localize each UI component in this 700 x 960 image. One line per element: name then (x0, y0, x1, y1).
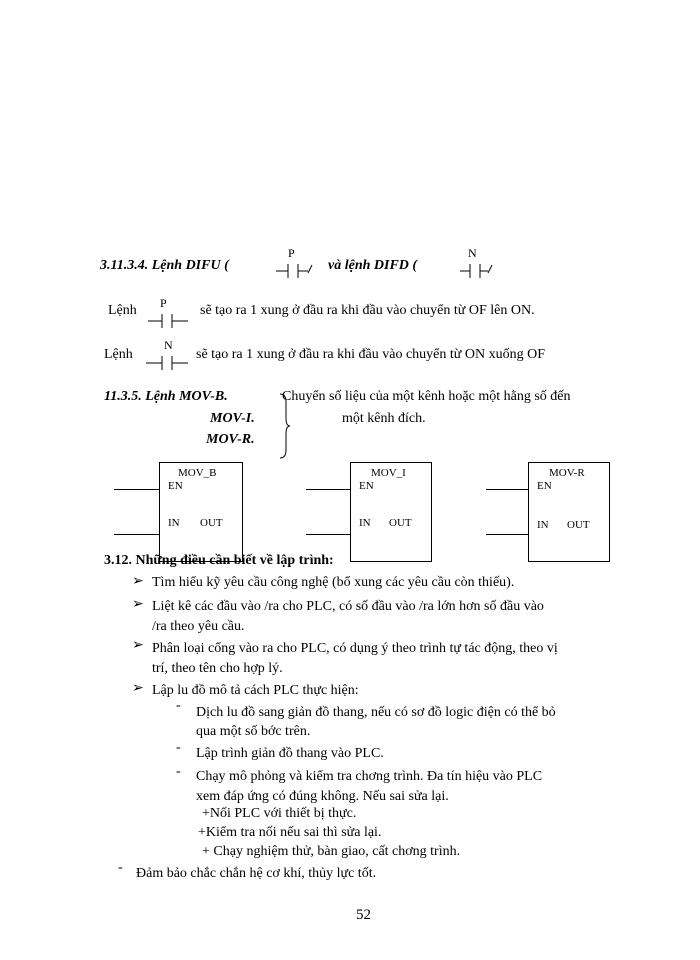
bullet-4: Lập lu đồ mô tả cách PLC thực hiện: (152, 683, 359, 698)
arrow-bullet-icon: ➢ (132, 574, 144, 589)
sub-3-cont: xem đáp ứng có đúng không. Nếu sai sửa lại. (196, 789, 449, 804)
sub-3-step-1: +Nối PLC với thiết bị thực. (202, 806, 357, 821)
mov-b-title: MOV_B (178, 467, 217, 479)
difu-contact-icon (276, 262, 316, 278)
mov-b-out: OUT (200, 517, 223, 529)
bullet-2: Liệt kê các đầu vào /ra cho PLC, có số đầu vào /ra lớn hơn số đầu vào (152, 599, 544, 614)
sub-1: Dịch lu đồ sang giản đồ thang, nếu có sơ đồ logic điện có thể bỏ (196, 705, 556, 720)
mov-heading: 11.3.5. Lệnh MOV-B. (104, 389, 228, 404)
difd-contact-icon (460, 262, 500, 278)
p-contact-icon (148, 313, 190, 329)
bullet-3: Phân loại cổng vào ra cho PLC, có dụng ý theo trình tự tác động, theo vị (152, 641, 558, 656)
mov-i-title: MOV_I (371, 467, 406, 479)
difd-heading-n-label: N (468, 246, 477, 260)
sub-3-step-2: +Kiểm tra nối nếu sai thì sửa lại. (198, 825, 382, 840)
mov-i-in: IN (359, 517, 371, 529)
mov-i-out: OUT (389, 517, 412, 529)
dash-bullet-icon: - (118, 860, 123, 875)
block1-en-wire (114, 489, 160, 490)
bullet-1: Tìm hiểu kỹ yêu cầu công nghệ (bổ xung các yêu cầu còn thiếu). (152, 575, 515, 590)
mov-b-in: IN (168, 517, 180, 529)
dash-bullet-icon: - (176, 740, 181, 755)
dash-bullet-icon: - (176, 764, 181, 779)
bullet-3-cont: trí, theo tên cho hợp lý. (152, 661, 283, 676)
mov-i-en: EN (359, 480, 374, 492)
block2-in-wire (306, 534, 351, 535)
difd-line-n-label: N (164, 338, 173, 352)
difu-line-p-label: P (160, 296, 167, 310)
mov-i-block (350, 462, 432, 562)
difu-heading-p-label: P (288, 246, 295, 260)
sub-2: Lập trình giản đồ thang vào PLC. (196, 746, 384, 761)
section-312-heading: 3.12. Những điều cần biết về lập trình: (104, 553, 334, 568)
sub-3: Chạy mô phỏng và kiểm tra chơng trình. Đa tín hiệu vào PLC (196, 769, 543, 784)
difu-line-text: sẽ tạo ra 1 xung ở đầu ra khi đầu vào chuyển từ OF lên ON. (200, 303, 535, 318)
mov-b-block (159, 462, 243, 562)
mov-line-i: MOV-I. (210, 411, 255, 426)
mov-r-out: OUT (567, 519, 590, 531)
arrow-bullet-icon: ➢ (132, 638, 144, 653)
mov-line-r: MOV-R. (206, 432, 255, 447)
arrow-bullet-icon: ➢ (132, 597, 144, 612)
sub-1-cont: qua một số bớc trên. (196, 724, 311, 739)
difu-heading (100, 258, 229, 274)
mov-desc-2: một kênh đích. (342, 411, 426, 426)
block3-en-wire (486, 489, 529, 490)
n-contact-icon (146, 355, 190, 371)
arrow-bullet-icon: ➢ (132, 681, 144, 696)
page-number: 52 (356, 907, 371, 923)
block1-in-wire (114, 534, 160, 535)
mov-r-in: IN (537, 519, 549, 531)
difu-heading-middle: và lệnh DIFD ( (328, 258, 418, 273)
block2-en-wire (306, 489, 351, 490)
mov-r-title: MOV-R (549, 467, 585, 479)
mov-b-en: EN (168, 480, 183, 492)
mov-r-en: EN (537, 480, 552, 492)
difd-line-lead: Lệnh (104, 347, 133, 362)
bullet-2-cont: /ra theo yêu cầu. (152, 619, 245, 634)
last-item: Đảm bảo chắc chắn hệ cơ khí, thủy lực tốt. (136, 866, 377, 881)
dash-bullet-icon: - (176, 698, 181, 713)
difu-line-lead: Lệnh (108, 303, 137, 318)
block3-in-wire (486, 534, 529, 535)
mov-desc-1: Chuyển số liệu của một kênh hoặc một hằng số đến (282, 389, 571, 404)
sub-3-step-3: + Chạy nghiệm thử, bàn giao, cất chơng trình. (202, 844, 461, 859)
mov-r-block (528, 462, 610, 562)
difu-heading-prefix: 3.11.3.4. Lệnh DIFU ( (100, 258, 229, 273)
difd-line-text: sẽ tạo ra 1 xung ở đầu ra khi đầu vào chuyển từ ON xuống OF (196, 347, 545, 362)
